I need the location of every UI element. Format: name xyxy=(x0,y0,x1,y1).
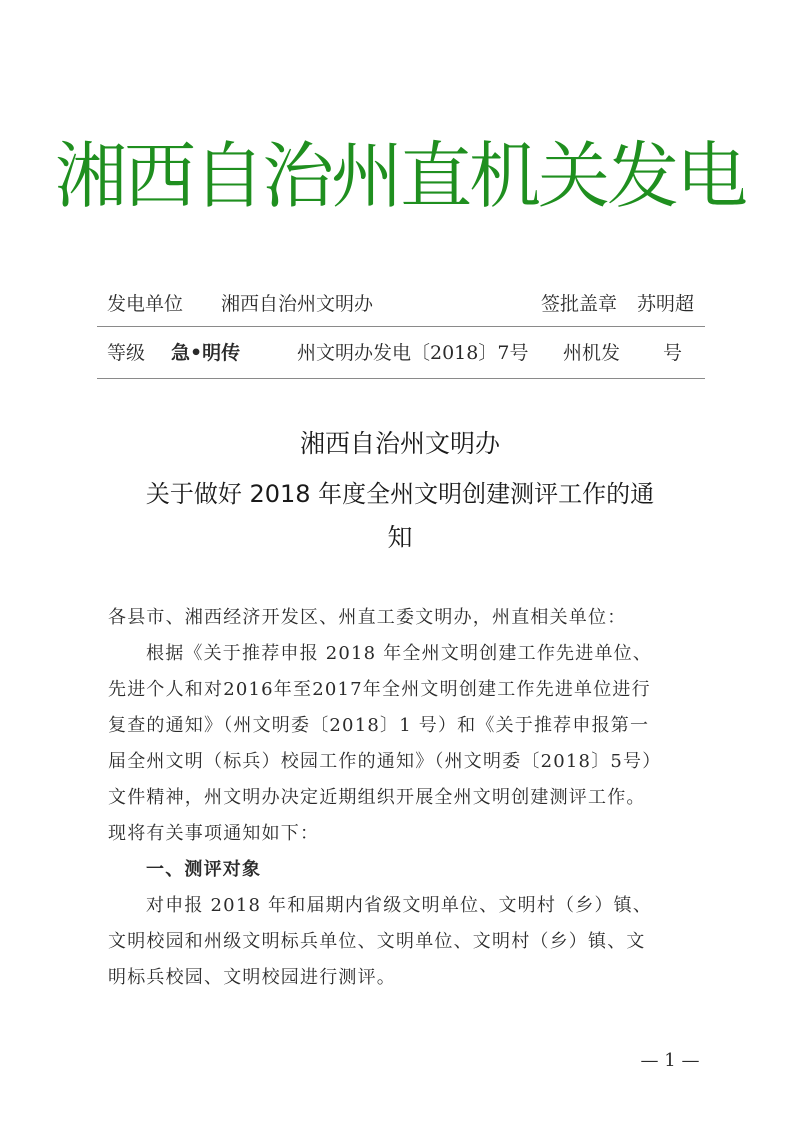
masthead-title: 湘西自治州直机关发电 xyxy=(54,134,745,218)
header-row-sender xyxy=(97,283,705,325)
header-divider-1 xyxy=(97,326,705,327)
section-heading: 一、测评对象 xyxy=(146,859,262,880)
state-suffix: 号 xyxy=(663,342,683,364)
header-row-grade xyxy=(97,332,705,374)
paragraph-line: 先进个人和对2016年至2017年全州文明创建工作先进单位进行 xyxy=(108,679,651,700)
state-label: 州机发 xyxy=(563,342,621,364)
paragraph-line: 文件精神，州文明办决定近期组织开展全州文明创建测评工作。 xyxy=(108,787,646,808)
sender-value: 湘西自治州文明办 xyxy=(221,293,374,315)
salutation: 各县市、湘西经济开发区、州直工委文明办，州直相关单位： xyxy=(108,607,627,628)
paragraph-line: 届全州文明（标兵）校园工作的通知》（州文明委〔2018〕5号） xyxy=(108,751,662,772)
header-divider-2 xyxy=(97,378,705,379)
doc-title-line-1: 湘西自治州文明办 xyxy=(299,429,500,458)
page-number: — 1 — xyxy=(640,1050,700,1071)
doc-title-line-3: 知 xyxy=(387,523,413,552)
paragraph-line: 根据《关于推荐申报 2018 年全州文明创建工作先进单位、 xyxy=(146,643,653,664)
paragraph-line: 复查的通知》（州文明委〔2018〕1 号）和《关于推荐申报第一 xyxy=(108,715,650,736)
paragraph-line: 现将有关事项通知如下： xyxy=(108,823,320,844)
paragraph-line: 明标兵校园、文明校园进行测评。 xyxy=(108,967,396,988)
sender-label: 发电单位 xyxy=(107,293,184,315)
paragraph-line: 对申报 2018 年和届期内省级文明单位、文明村（乡）镇、 xyxy=(146,895,653,916)
sign-value: 苏明超 xyxy=(637,293,695,315)
grade-label: 等级 xyxy=(107,342,146,364)
paragraph-line: 文明校园和州级文明标兵单位、文明单位、文明村（乡）镇、文 xyxy=(108,931,646,952)
doc-title-line-2: 关于做好 2018 年度全州文明创建测评工作的通 xyxy=(145,480,655,508)
grade-value: 急•明传 xyxy=(171,342,241,364)
doc-number: 州文明办发电〔2018〕7号 xyxy=(297,342,529,364)
document-body xyxy=(108,600,703,996)
sign-label: 签批盖章 xyxy=(541,293,618,315)
